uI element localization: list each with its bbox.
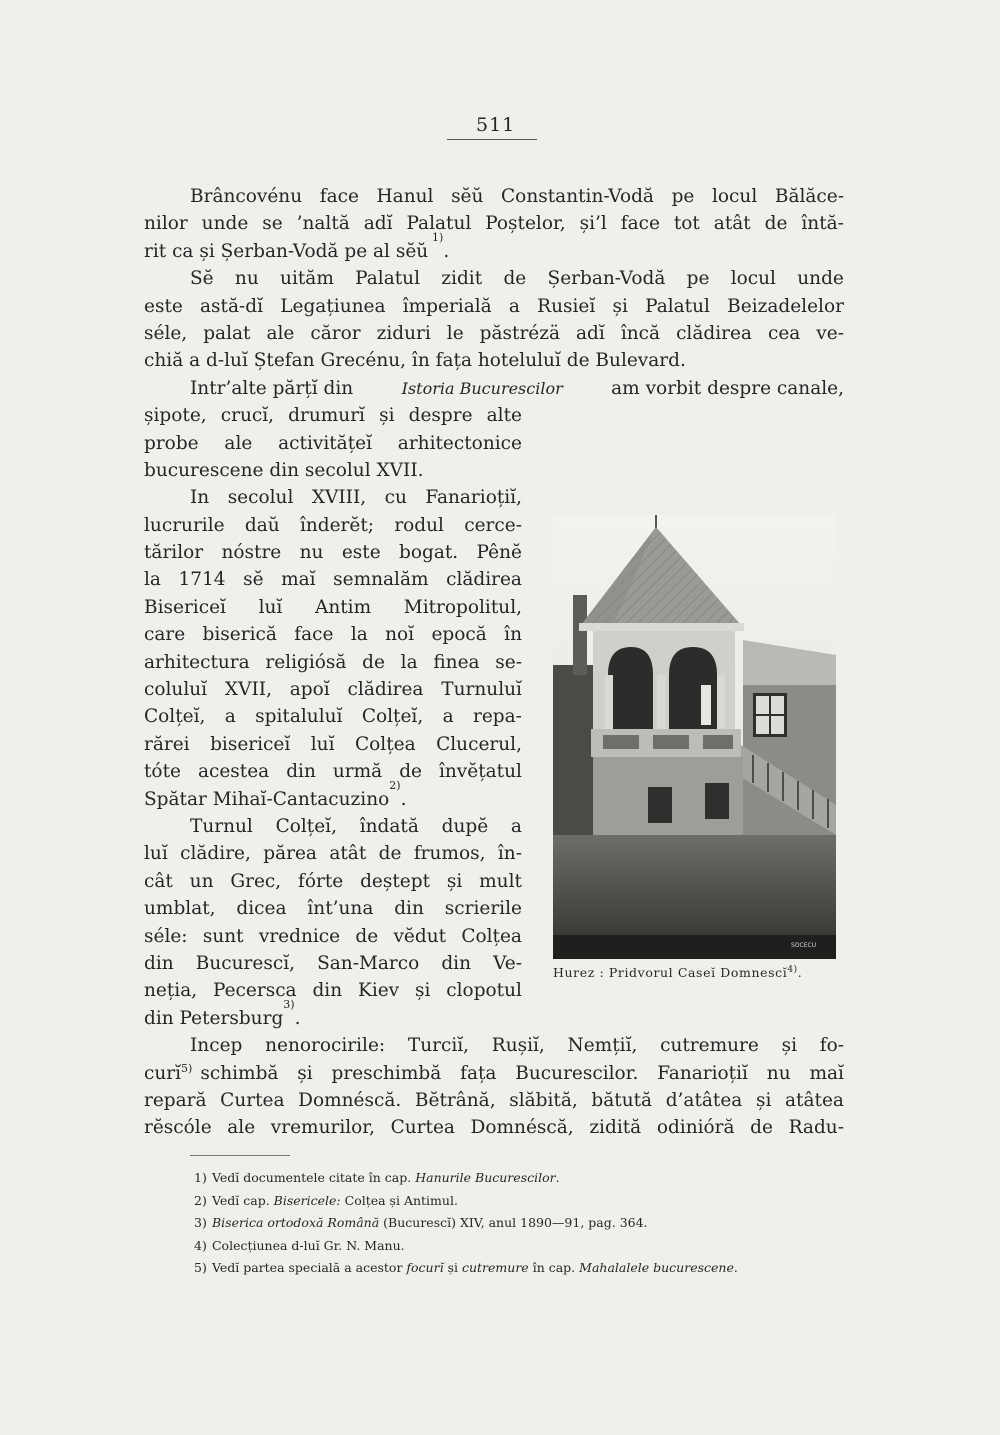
word: cerce- bbox=[464, 514, 522, 536]
text-span bbox=[200, 1060, 844, 1087]
footnote-italic: Biserica ortodoxă Română bbox=[211, 1215, 380, 1230]
word: alte bbox=[486, 405, 522, 427]
word: înt’una bbox=[307, 898, 374, 920]
text-line bbox=[144, 320, 844, 347]
footnote-number: 3) bbox=[194, 1215, 207, 1230]
word: Turnul bbox=[190, 815, 253, 837]
word: cea bbox=[767, 322, 801, 344]
text-line bbox=[144, 676, 522, 703]
word: 1714 bbox=[178, 569, 226, 591]
word: la bbox=[350, 624, 368, 646]
word: face bbox=[319, 186, 359, 207]
word: din bbox=[312, 980, 343, 1002]
word: ale bbox=[224, 432, 253, 454]
footnote-number: 4) bbox=[194, 1237, 207, 1253]
text-line bbox=[144, 840, 522, 867]
word: la bbox=[400, 651, 418, 673]
text-line bbox=[144, 484, 522, 511]
word: religiósă bbox=[265, 651, 347, 673]
word: ve- bbox=[816, 322, 844, 344]
word: a bbox=[442, 706, 454, 728]
word: se- bbox=[495, 651, 522, 673]
word: bogat. bbox=[399, 542, 459, 564]
book-title: Istoria Bucurescilor bbox=[401, 378, 563, 398]
word: Grec, bbox=[230, 870, 282, 892]
word: Radu- bbox=[788, 1117, 844, 1139]
word: bătută bbox=[591, 1089, 653, 1111]
word: întă- bbox=[801, 213, 844, 235]
word: Șerban-Vodă bbox=[547, 268, 666, 290]
footnote bbox=[194, 1190, 834, 1213]
word: îndată bbox=[359, 815, 419, 837]
figure-caption bbox=[553, 965, 843, 980]
text-line bbox=[144, 950, 522, 977]
word: ale bbox=[266, 322, 295, 344]
word: coluluĭ bbox=[144, 679, 208, 701]
text-line bbox=[144, 758, 522, 785]
word: și bbox=[446, 870, 463, 892]
footnote-text: în cap. bbox=[532, 1260, 576, 1275]
word: Palatul bbox=[355, 268, 421, 290]
word: la bbox=[144, 569, 161, 591]
word: dicea bbox=[236, 898, 287, 920]
footnote-italic: focurĭ bbox=[406, 1260, 444, 1275]
word: maĭ bbox=[809, 1062, 844, 1084]
word: și bbox=[781, 1035, 797, 1057]
word: Ve- bbox=[493, 952, 522, 974]
word: uităm bbox=[280, 268, 334, 290]
text-line bbox=[144, 594, 522, 621]
word: șipote, bbox=[144, 405, 207, 427]
word: séle, bbox=[144, 322, 188, 344]
word: Antim bbox=[314, 596, 372, 618]
word: este bbox=[144, 295, 183, 317]
word: un bbox=[189, 870, 214, 892]
text-span: Intr’alte părțĭ din bbox=[190, 377, 354, 399]
word: Bucurescilor. bbox=[515, 1062, 639, 1084]
word: zidit bbox=[441, 268, 483, 290]
word: Beizadelelor bbox=[727, 295, 844, 317]
footnote-text: Vedĭ partea specială a acestor bbox=[211, 1260, 403, 1275]
caption-end: . bbox=[797, 965, 803, 980]
footnote bbox=[194, 1235, 834, 1258]
text-line bbox=[144, 230, 844, 265]
word: astă-dĭ bbox=[200, 295, 264, 317]
word: atât bbox=[329, 843, 367, 865]
text-line bbox=[144, 778, 522, 813]
word: bisericeĭ bbox=[210, 733, 291, 755]
word: biserică bbox=[202, 624, 277, 646]
word: urmă bbox=[332, 761, 383, 783]
word: neția, bbox=[144, 980, 198, 1002]
word: cutremure bbox=[660, 1035, 759, 1057]
word: Domnéscă, bbox=[470, 1117, 574, 1139]
word: nu bbox=[766, 1062, 791, 1084]
word: Bălăce- bbox=[774, 186, 844, 207]
text-line bbox=[144, 512, 522, 539]
word: slăbită, bbox=[509, 1089, 578, 1111]
word: luĭ bbox=[258, 596, 283, 618]
word: Colțeĭ, bbox=[361, 706, 424, 728]
word: încă bbox=[620, 322, 661, 344]
word: palat bbox=[203, 322, 251, 344]
word: séle: bbox=[144, 925, 188, 947]
footnote-italic: Hanurile Bucurescilor bbox=[415, 1170, 556, 1185]
word: din bbox=[441, 952, 472, 974]
word: Kiev bbox=[358, 980, 400, 1002]
text-span: . bbox=[400, 788, 407, 810]
word: odinióră bbox=[656, 1117, 735, 1139]
word: sĕŭ bbox=[451, 186, 484, 207]
text-span: . bbox=[443, 240, 450, 262]
word: înderĕt; bbox=[299, 514, 375, 536]
footnote-text: Vedĭ cap. bbox=[211, 1192, 270, 1208]
word: Palatul bbox=[406, 213, 472, 235]
footnote-ref: 4) bbox=[787, 964, 798, 975]
text-line bbox=[144, 375, 844, 402]
word: din bbox=[286, 761, 316, 783]
word: care bbox=[144, 624, 186, 646]
word: finea bbox=[433, 651, 480, 673]
word: și bbox=[612, 295, 628, 317]
word: Clucerul, bbox=[436, 733, 522, 755]
word: zidită bbox=[589, 1117, 642, 1139]
word: Poștelor, bbox=[485, 213, 566, 235]
word: Nemțiĭ, bbox=[567, 1035, 638, 1057]
word: XVIII, bbox=[311, 487, 367, 509]
word: despre bbox=[408, 405, 473, 427]
word: activitățeĭ bbox=[278, 432, 372, 454]
word: Curtea bbox=[390, 1117, 455, 1139]
footnote-text: Colțea și Antimul. bbox=[344, 1192, 458, 1208]
word: tot bbox=[673, 213, 700, 235]
footnote bbox=[194, 1212, 834, 1235]
word: Colțeĭ, bbox=[144, 706, 206, 728]
text-line bbox=[144, 868, 522, 895]
word: adĭ bbox=[576, 322, 605, 344]
word: clopotul bbox=[446, 980, 522, 1002]
word: ziduri bbox=[376, 322, 431, 344]
word: și bbox=[415, 980, 431, 1002]
word: și bbox=[755, 1089, 772, 1111]
word: tărilor bbox=[144, 542, 204, 564]
text-span: din Petersburg bbox=[144, 1007, 284, 1029]
word: Hanul bbox=[376, 186, 434, 207]
word: acestea bbox=[197, 761, 270, 783]
word: Rușiĭ, bbox=[491, 1035, 545, 1057]
text-line bbox=[144, 1114, 844, 1141]
word: Mitropolitul, bbox=[403, 596, 522, 618]
word: rărei bbox=[144, 733, 190, 755]
word: adĭ bbox=[363, 213, 393, 235]
text-line bbox=[144, 265, 844, 292]
text-line bbox=[144, 566, 522, 593]
word: fo- bbox=[819, 1035, 844, 1057]
word: părea bbox=[263, 843, 317, 865]
word: atâtea bbox=[785, 1089, 844, 1111]
word: d’atâtea bbox=[665, 1089, 743, 1111]
word: Incep bbox=[190, 1035, 243, 1057]
word: a bbox=[510, 815, 522, 837]
text-line: chiă a d-luĭ Ștefan Grecénu, în fața hoteluluĭ de Bulevard. bbox=[144, 350, 686, 372]
word: semnalăm bbox=[333, 569, 429, 591]
text-line bbox=[144, 895, 522, 922]
page-number-rule bbox=[447, 139, 537, 140]
word: și bbox=[297, 1062, 313, 1084]
footnote-number: 2) bbox=[194, 1192, 207, 1208]
text-span: Spătar Mihaĭ-Cantacuzino bbox=[144, 788, 390, 810]
text-line bbox=[144, 183, 844, 210]
text-line bbox=[144, 1087, 844, 1114]
text-line bbox=[144, 977, 522, 1004]
word: deștept bbox=[360, 870, 431, 892]
text-line bbox=[144, 539, 522, 566]
footnote-italic: Mahalalele bucurescene bbox=[579, 1260, 734, 1275]
word: Constantin-Vodă bbox=[501, 186, 654, 207]
word: de bbox=[764, 213, 788, 235]
text-line bbox=[144, 210, 844, 237]
word: arhitectonice bbox=[397, 432, 522, 454]
word: a bbox=[224, 706, 236, 728]
word: din bbox=[144, 952, 174, 974]
word: Curtea bbox=[220, 1089, 285, 1111]
footnote-text: și bbox=[447, 1260, 458, 1275]
text-line bbox=[144, 703, 522, 730]
word: a bbox=[508, 295, 520, 317]
word: fórte bbox=[298, 870, 344, 892]
word: XVII, bbox=[224, 679, 272, 701]
word: nenorocirile: bbox=[265, 1035, 386, 1057]
text-span: curĭ$^{5)}$ bbox=[144, 1061, 193, 1084]
word: vremurilor, bbox=[270, 1117, 375, 1139]
word: în- bbox=[497, 843, 522, 865]
word: clădirea bbox=[347, 679, 424, 701]
text-line bbox=[144, 293, 844, 320]
footnote-number: 5) bbox=[194, 1260, 207, 1275]
word: Bĕtrână, bbox=[414, 1089, 496, 1111]
word: sĕ bbox=[243, 569, 264, 591]
word: învĕțatul bbox=[438, 761, 522, 783]
footnote-ref: 2) bbox=[389, 778, 401, 792]
word: de bbox=[355, 925, 379, 947]
text-span: am vorbit despre canale, bbox=[611, 377, 844, 399]
word: ale bbox=[227, 1117, 256, 1139]
word: Pênĕ bbox=[476, 542, 522, 564]
footnote-text: . bbox=[555, 1170, 560, 1185]
word: nu bbox=[299, 542, 324, 564]
word: unde bbox=[797, 268, 844, 290]
word: frumos, bbox=[413, 843, 486, 865]
word: Legațiunea bbox=[280, 295, 386, 317]
footnote-text: . bbox=[733, 1260, 738, 1275]
word: scrierile bbox=[444, 898, 522, 920]
word: Sĕ bbox=[190, 268, 214, 290]
word: sunt bbox=[202, 925, 244, 947]
word: Bucurescĭ, bbox=[195, 952, 295, 974]
caption-text: Hurez : Pridvorul Caseĭ Domnescĭ bbox=[553, 965, 788, 980]
footnote-italic: cutremure bbox=[461, 1260, 529, 1275]
word: de bbox=[362, 651, 385, 673]
text-line bbox=[144, 1060, 844, 1087]
word: repară bbox=[144, 1089, 207, 1111]
word: unde bbox=[201, 213, 249, 235]
figure-photo bbox=[553, 515, 836, 959]
word: tóte bbox=[144, 761, 181, 783]
photo-mark: SOCECU bbox=[791, 942, 817, 949]
text-span: rit ca și Șerban-Vodă pe al sĕŭ bbox=[144, 240, 429, 262]
word: și bbox=[379, 405, 395, 427]
word: atât bbox=[713, 213, 751, 235]
word: apoĭ bbox=[289, 679, 330, 701]
text-line bbox=[144, 813, 522, 840]
word: probe bbox=[144, 432, 199, 454]
word: schimbă bbox=[200, 1062, 279, 1084]
text-line bbox=[144, 621, 522, 648]
word: noĭ bbox=[385, 624, 415, 646]
word: clădire, bbox=[180, 843, 251, 865]
word: pe bbox=[671, 186, 695, 207]
footnotes bbox=[194, 1167, 834, 1280]
word: vĕdut bbox=[393, 925, 447, 947]
word: mult bbox=[479, 870, 522, 892]
word: locul bbox=[711, 186, 758, 207]
word: se bbox=[262, 213, 283, 235]
footnote-text: Vedĭ documentele citate în cap. bbox=[211, 1170, 412, 1185]
word: San-Marco bbox=[317, 952, 420, 974]
word: cât bbox=[144, 870, 173, 892]
word: de bbox=[399, 761, 422, 783]
word: dupĕ bbox=[441, 815, 489, 837]
word: luĭ bbox=[144, 843, 168, 865]
word: Pecersca bbox=[212, 980, 297, 1002]
word: clădirea bbox=[676, 322, 752, 344]
page-number: 511 bbox=[476, 114, 516, 136]
word: de bbox=[378, 843, 402, 865]
word: cu bbox=[384, 487, 407, 509]
word: fața bbox=[460, 1062, 497, 1084]
word: păstrézä bbox=[479, 322, 561, 344]
word: luĭ bbox=[310, 733, 335, 755]
word: și’l bbox=[579, 213, 607, 235]
word: maĭ bbox=[281, 569, 316, 591]
word: clădirea bbox=[446, 569, 522, 591]
word: căror bbox=[310, 322, 361, 344]
text-line bbox=[144, 430, 522, 457]
word: epocă bbox=[431, 624, 487, 646]
word: daŭ bbox=[244, 514, 280, 536]
word: împerială bbox=[402, 295, 492, 317]
text-line bbox=[144, 997, 522, 1032]
footnote-ref: 5) bbox=[181, 1061, 193, 1075]
word: de bbox=[750, 1117, 773, 1139]
word: este bbox=[341, 542, 381, 564]
word: Colțeĭ, bbox=[275, 815, 337, 837]
footnote-rule bbox=[190, 1155, 290, 1156]
word: nilor bbox=[144, 213, 188, 235]
word: spitaluluĭ bbox=[255, 706, 343, 728]
text-line bbox=[144, 923, 522, 950]
word: nóstre bbox=[221, 542, 282, 564]
word: în bbox=[504, 624, 522, 646]
word: pe bbox=[686, 268, 710, 290]
text-line bbox=[144, 1032, 844, 1059]
footnote-number: 1) bbox=[194, 1170, 207, 1185]
footnote bbox=[194, 1167, 834, 1190]
text-span: . bbox=[294, 1007, 301, 1029]
word: crucĭ, bbox=[220, 405, 275, 427]
footnote-ref: 1) bbox=[432, 230, 444, 244]
word: preschimbă bbox=[331, 1062, 442, 1084]
word: umblat, bbox=[144, 898, 216, 920]
word: Colțea bbox=[355, 733, 416, 755]
word: Turnuluĭ bbox=[441, 679, 522, 701]
word: vrednice bbox=[258, 925, 341, 947]
word: Bisericeĭ bbox=[144, 596, 226, 618]
word: rĕscóle bbox=[144, 1117, 212, 1139]
word: le bbox=[446, 322, 464, 344]
footnote bbox=[194, 1257, 834, 1280]
text-line: bucurescene din secolul XVII. bbox=[144, 459, 424, 481]
word: Palatul bbox=[645, 295, 710, 317]
word: drumurĭ bbox=[288, 405, 365, 427]
word: In bbox=[190, 487, 210, 509]
word: Colțea bbox=[461, 925, 522, 947]
footnote-ref: 3) bbox=[283, 997, 295, 1011]
text-line bbox=[144, 649, 522, 676]
footnote-italic: Bisericele: bbox=[273, 1192, 341, 1208]
word: ’naltă bbox=[296, 213, 350, 235]
word: locul bbox=[730, 268, 776, 290]
word: din bbox=[394, 898, 424, 920]
word: rodul bbox=[394, 514, 444, 536]
word: Fanarioțiĭ bbox=[657, 1062, 748, 1084]
word: nu bbox=[234, 268, 259, 290]
word: Rusieĭ bbox=[537, 295, 596, 317]
word: repa- bbox=[473, 706, 522, 728]
word: face bbox=[294, 624, 334, 646]
footnote-text: (Bucurescĭ) XIV, anul 1890—91, pag. 364. bbox=[383, 1215, 648, 1230]
footnote-text: Colecțiunea d-luĭ Gr. N. Manu. bbox=[211, 1237, 405, 1253]
text-line bbox=[144, 731, 522, 758]
text-line bbox=[144, 402, 522, 429]
word: Brâncovénu bbox=[190, 186, 303, 207]
word: arhitectura bbox=[144, 651, 250, 673]
word: de bbox=[503, 268, 527, 290]
word: face bbox=[620, 213, 660, 235]
word: lucrurile bbox=[144, 514, 225, 536]
word: secolul bbox=[227, 487, 294, 509]
word: Fanarioțiĭ, bbox=[425, 487, 522, 509]
word: Turciĭ, bbox=[407, 1035, 470, 1057]
word: Domnéscă. bbox=[298, 1089, 402, 1111]
